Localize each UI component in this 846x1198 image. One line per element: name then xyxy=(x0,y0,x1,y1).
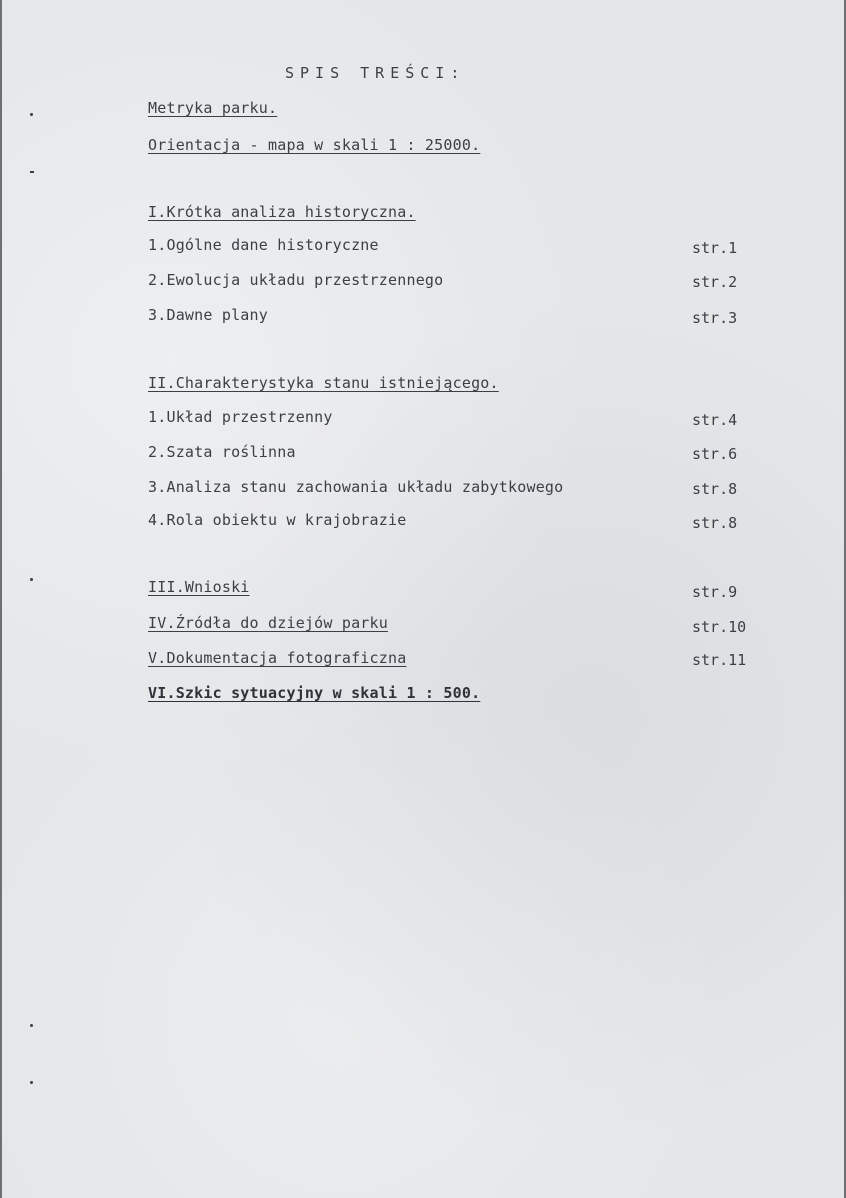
toc-item: 2.Ewolucja układu przestrzennego xyxy=(148,271,444,289)
toc-item-szkic: VI.Szkic sytuacyjny w skali 1 : 500. xyxy=(148,684,481,702)
toc-page-ref: str.9 xyxy=(692,583,738,601)
margin-dot xyxy=(30,1081,33,1084)
toc-page-ref: str.10 xyxy=(692,618,747,636)
margin-dot xyxy=(30,578,33,581)
toc-item-zrodla: IV.Źródła do dziejów parku xyxy=(148,614,388,632)
section-heading-1: I.Krótka analiza historyczna. xyxy=(148,203,416,221)
toc-item: 3.Analiza stanu zachowania układu zabytkowego xyxy=(148,478,564,496)
toc-item-dokumentacja: V.Dokumentacja fotograficzna xyxy=(148,649,407,667)
toc-page-ref: str.8 xyxy=(692,514,738,532)
intro-orientacja: Orientacja - mapa w skali 1 : 25000. xyxy=(148,136,481,154)
margin-dash xyxy=(30,171,34,173)
toc-page-ref: str.11 xyxy=(692,651,747,669)
toc-item: 1.Ogólne dane historyczne xyxy=(148,236,379,254)
toc-item: 3.Dawne plany xyxy=(148,306,268,324)
toc-page-ref: str.8 xyxy=(692,480,738,498)
toc-page-ref: str.2 xyxy=(692,273,738,291)
section-heading-2: II.Charakterystyka stanu istniejącego. xyxy=(148,374,499,392)
toc-page-ref: str.1 xyxy=(692,239,738,257)
toc-page-ref: str.6 xyxy=(692,445,738,463)
page-title: SPIS TREŚCI: xyxy=(285,64,466,82)
toc-page-ref: str.3 xyxy=(692,309,738,327)
toc-item: 4.Rola obiektu w krajobrazie xyxy=(148,511,407,529)
margin-dot xyxy=(30,1024,33,1027)
intro-metryka: Metryka parku. xyxy=(148,99,278,117)
margin-dot xyxy=(30,113,33,116)
toc-item-wnioski: III.Wnioski xyxy=(148,578,250,596)
toc-item: 1.Układ przestrzenny xyxy=(148,408,333,426)
toc-item: 2.Szata roślinna xyxy=(148,443,296,461)
toc-page-ref: str.4 xyxy=(692,411,738,429)
